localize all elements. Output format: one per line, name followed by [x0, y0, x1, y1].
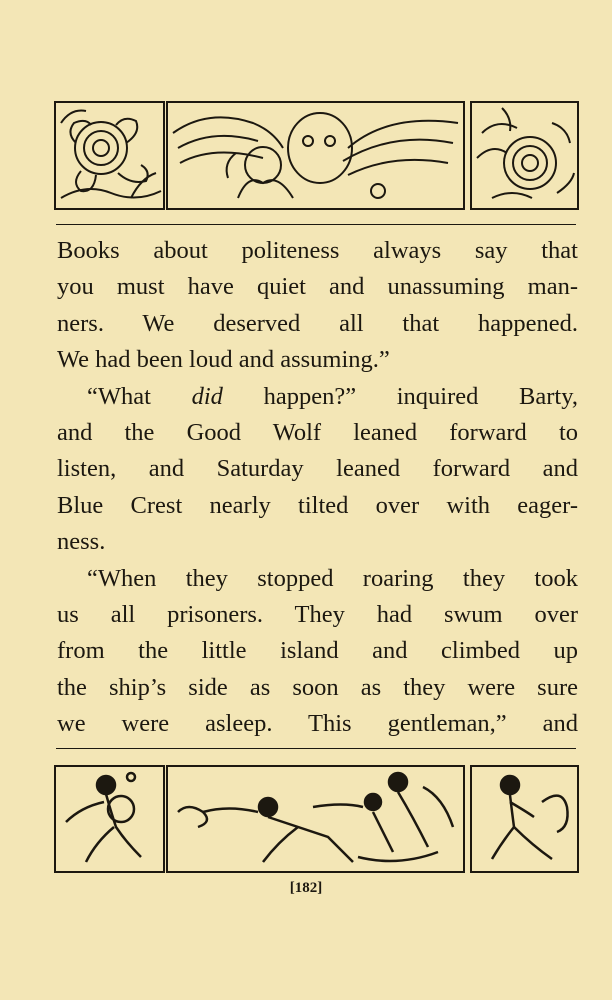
text-line: and the Good Wolf leaned forward to — [57, 419, 578, 447]
text-line: Blue Crest nearly tilted over with eager- — [57, 491, 578, 519]
monkeys-chasing-icon — [168, 767, 463, 871]
right-flower-panel — [470, 101, 579, 210]
bottom-divider-rule — [56, 748, 576, 749]
emphasis-text: did — [191, 382, 223, 410]
text-line: “When they stopped roaring they took — [87, 564, 578, 592]
text-line: the ship’s side as soon as they were sure — [57, 673, 578, 701]
text-line: we were asleep. This gentleman,” and — [57, 710, 578, 738]
center-owl-child-panel — [166, 101, 465, 210]
monkey-icon — [472, 767, 577, 871]
text-fragment: “What — [87, 382, 192, 410]
center-monkeys-panel — [166, 765, 465, 873]
text-fragment: happen?” inquired Barty, — [222, 382, 578, 410]
text-line: We had been loud and assuming.” — [57, 346, 390, 374]
page-number: [182] — [289, 880, 323, 896]
text-line: ness. — [57, 528, 106, 556]
text-line: from the little island and climbed up — [57, 637, 578, 665]
left-monkey-panel — [54, 765, 165, 873]
text-line: listen, and Saturday leaned forward and — [57, 455, 578, 483]
monkey-icon — [56, 767, 163, 871]
top-illustration-border — [54, 101, 578, 210]
rose-icon — [56, 103, 163, 208]
text-line: Books about politeness always say that — [57, 237, 578, 264]
body-text — [57, 233, 578, 743]
text-line: us all prisoners. They had swum over — [57, 601, 578, 629]
right-monkey-panel — [470, 765, 579, 873]
left-flower-panel — [54, 101, 165, 210]
top-divider-rule — [56, 224, 576, 225]
text-line: ners. We deserved all that happened. — [57, 309, 578, 337]
text-line — [57, 379, 578, 415]
rose-icon — [472, 103, 577, 208]
bottom-illustration-border — [54, 765, 578, 873]
owl-and-child-icon — [168, 103, 463, 208]
text-line: you must have quiet and unassuming man- — [57, 273, 578, 301]
